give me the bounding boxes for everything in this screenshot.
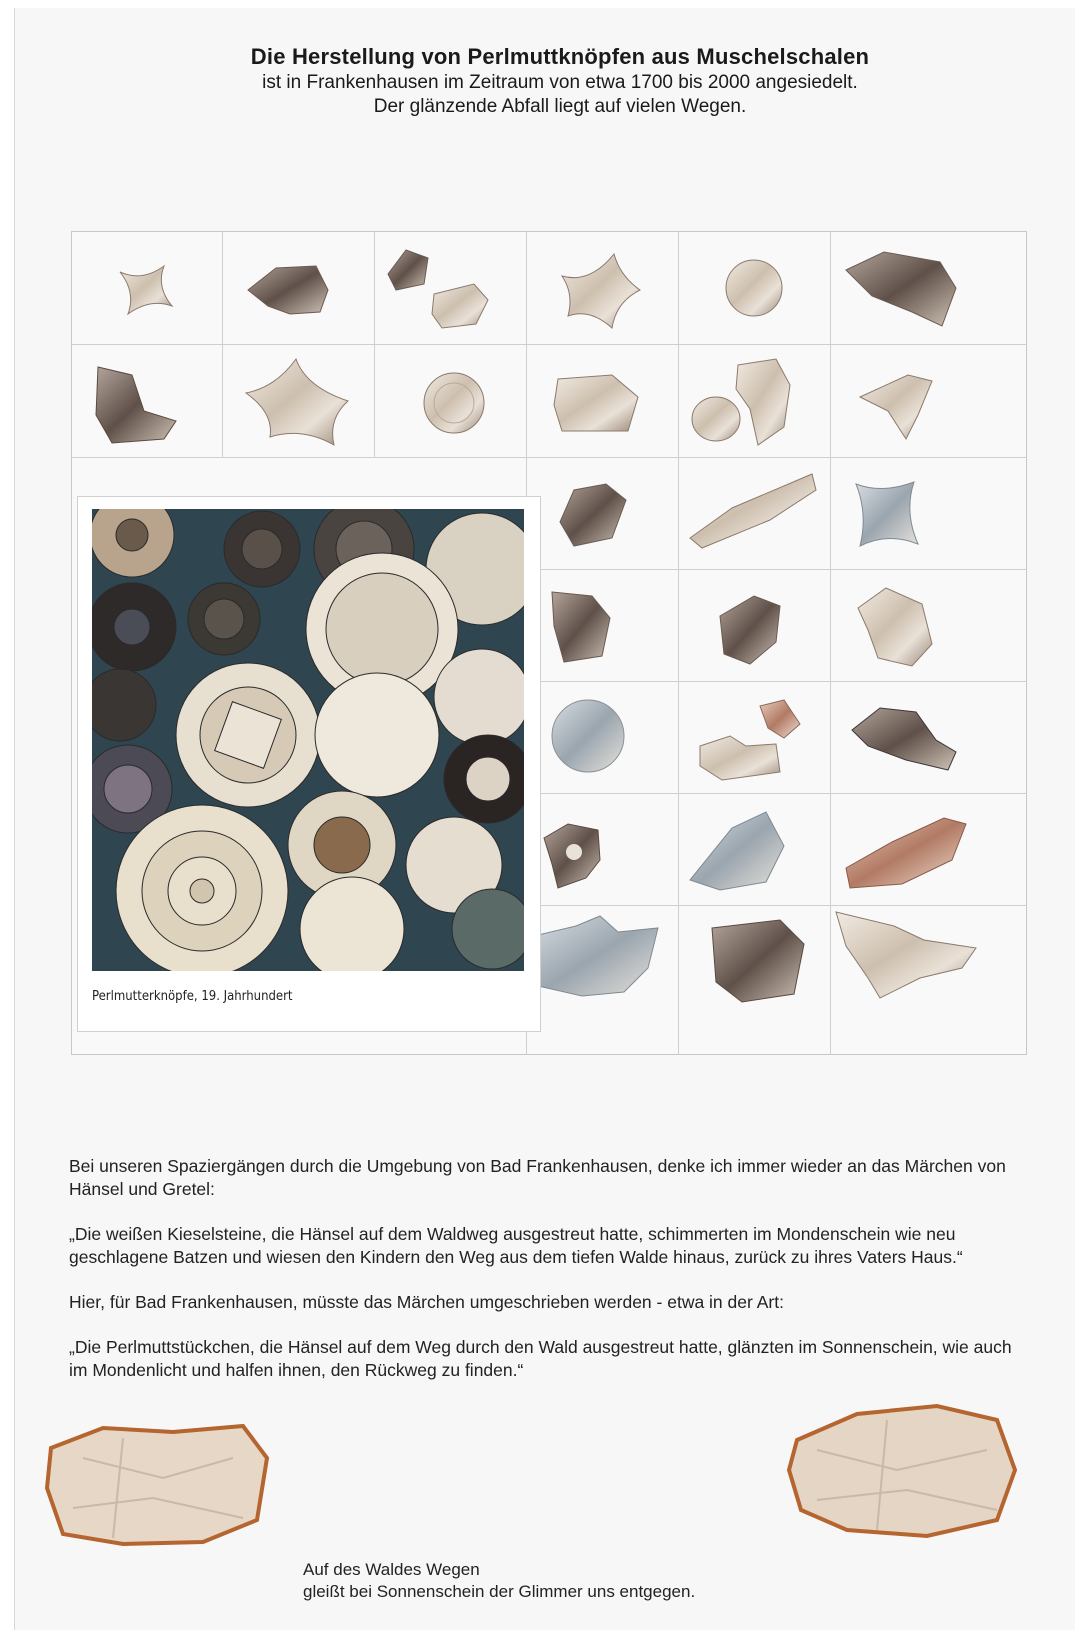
shell-fragment — [72, 345, 230, 463]
shell-fragment — [832, 570, 990, 688]
paragraph-quote-original: „Die weißen Kieselsteine, die Hänsel auf dem Waldweg ausgestreut hatte, schimmerten im Mondenschein wie neu geschlagene Batzen und wiesen den Kindern den Weg aus dem tiefen Walde hinaus, zurück zu ihres Vaters Haus.“ — [69, 1224, 963, 1267]
subtitle-line-1: ist in Frankenhausen im Zeitraum von etwa 1700 bis 2000 angesiedelt. — [262, 72, 858, 93]
footer-line-1: Auf des Waldes Wegen — [303, 1560, 480, 1579]
shell-fragment — [680, 794, 838, 912]
shell-fragment — [832, 682, 990, 800]
shell-fragment-pair — [680, 345, 838, 463]
shell-fragment — [832, 345, 990, 463]
document-sheet — [14, 8, 1075, 1630]
shell-fragment — [832, 232, 990, 350]
paragraph-intro: Bei unseren Spaziergängen durch die Umgebung von Bad Frankenhausen, denke ich immer wieder an das Märchen von Hänsel und Gretel: — [69, 1156, 1006, 1199]
paragraph-quote-rewritten: „Die Perlmuttstückchen, die Hänsel auf dem Weg durch den Wald ausgestreut hatte, glänzten im Sonnenschein, wie auch im Mondenlicht und halfen ihnen, den Rückweg zu finden.“ — [69, 1337, 1012, 1380]
shell-fragment — [680, 906, 838, 1024]
page-title: Die Herstellung von Perlmuttknöpfen aus Muschelschalen — [250, 44, 870, 69]
shell-fragment — [832, 794, 990, 912]
story-text — [69, 1155, 1029, 1404]
header — [55, 44, 1065, 118]
shell-fragment — [528, 906, 686, 1024]
shell-fragment — [72, 232, 230, 350]
shell-fragment-pair — [376, 232, 534, 350]
shell-fragment — [528, 232, 686, 350]
shell-fragment — [680, 570, 838, 688]
mother-of-pearl-buttons-image — [92, 509, 524, 971]
shell-fragment-pair — [680, 682, 838, 800]
photo-caption: Perlmutterknöpfe, 19. Jahrhundert — [92, 989, 293, 1004]
shell-fragment — [832, 458, 990, 576]
footer-line-2: gleißt bei Sonnenschein der Glimmer uns entgegen. — [303, 1582, 696, 1601]
shell-fragment — [528, 570, 686, 688]
shell-fragment — [224, 232, 382, 350]
mica-stone-right — [787, 1400, 1019, 1540]
shell-fragment — [680, 458, 838, 576]
shell-fragment — [224, 345, 382, 463]
shell-fragment — [528, 345, 686, 463]
button-blank — [376, 345, 534, 463]
shell-fragment — [528, 794, 686, 912]
shell-fragment — [528, 458, 686, 576]
paragraph-rewrite-intro: Hier, für Bad Frankenhausen, müsste das Märchen umgeschrieben werden - etwa in der Art: — [69, 1292, 784, 1312]
footer-verse — [303, 1559, 695, 1603]
shell-fragment — [680, 232, 838, 350]
shell-fragment — [832, 906, 990, 1024]
button-blank — [528, 682, 686, 800]
buttons-photo — [77, 496, 541, 1032]
subtitle-line-2: Der glänzende Abfall liegt auf vielen Wegen. — [373, 96, 747, 117]
mica-stone-left — [43, 1418, 273, 1548]
